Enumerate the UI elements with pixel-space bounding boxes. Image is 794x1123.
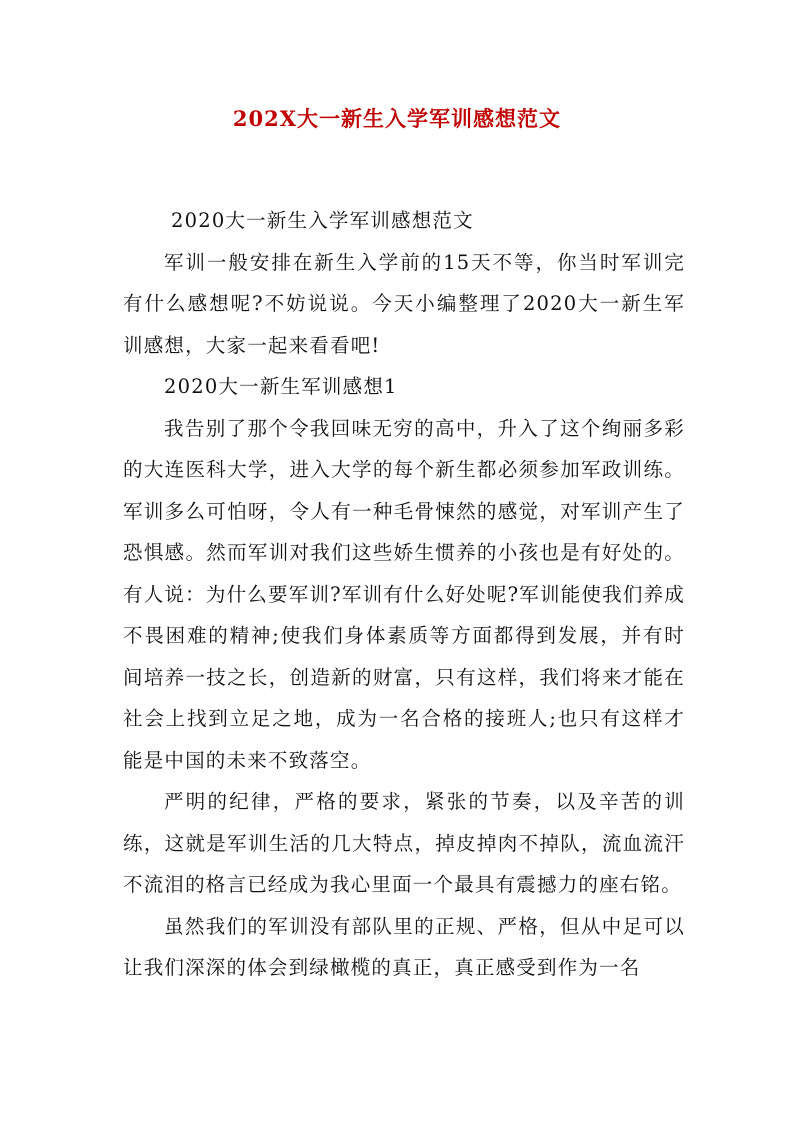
document-body — [123, 200, 685, 989]
intro-heading: 2020大一新生入学军训感想范文 — [171, 209, 474, 232]
intro-paragraph: 军训一般安排在新生入学前的15天不等，你当时军训完有什么感想呢?不妨说说。今天小编整理了2020大一新生军训感想，大家一起来看看吧! — [123, 250, 685, 357]
body-paragraph-1: 我告别了那个令我回味无穷的高中，升入了这个绚丽多彩的大连医科大学，进入大学的每个新生都必须参加军政训练。军训多么可怕呀，令人有一种毛骨悚然的感觉，对军训产生了恐惧感。然而军训对我们这些娇生惯养的小孩也是有好处的。有人说：为什么要军训?军训有什么好处呢?军训能使我们养成不畏困难的精神;使我们身体素质等方面都得到发展，并有时间培养一技之长，创造新的财富，只有这样，我们将来才能在社会上找到立足之地，成为一名合格的接班人;也只有这样才能是中国的未来不致落空。 — [123, 416, 685, 772]
section-heading: 2020大一新生军训感想1 — [164, 375, 398, 398]
body-paragraph-3: 虽然我们的军训没有部队里的正规、严格，但从中足可以让我们深深的体会到绿橄榄的真正，真正感受到作为一名 — [123, 914, 685, 979]
body-paragraph-2: 严明的纪律，严格的要求，紧张的节奏，以及辛苦的训练，这就是军训生活的几大特点，掉皮掉肉不掉队，流血流汗不流泪的格言已经成为我心里面一个最具有震撼力的座右铭。 — [123, 790, 685, 896]
document-title: 202X大一新生入学军训感想范文 — [232, 106, 562, 131]
